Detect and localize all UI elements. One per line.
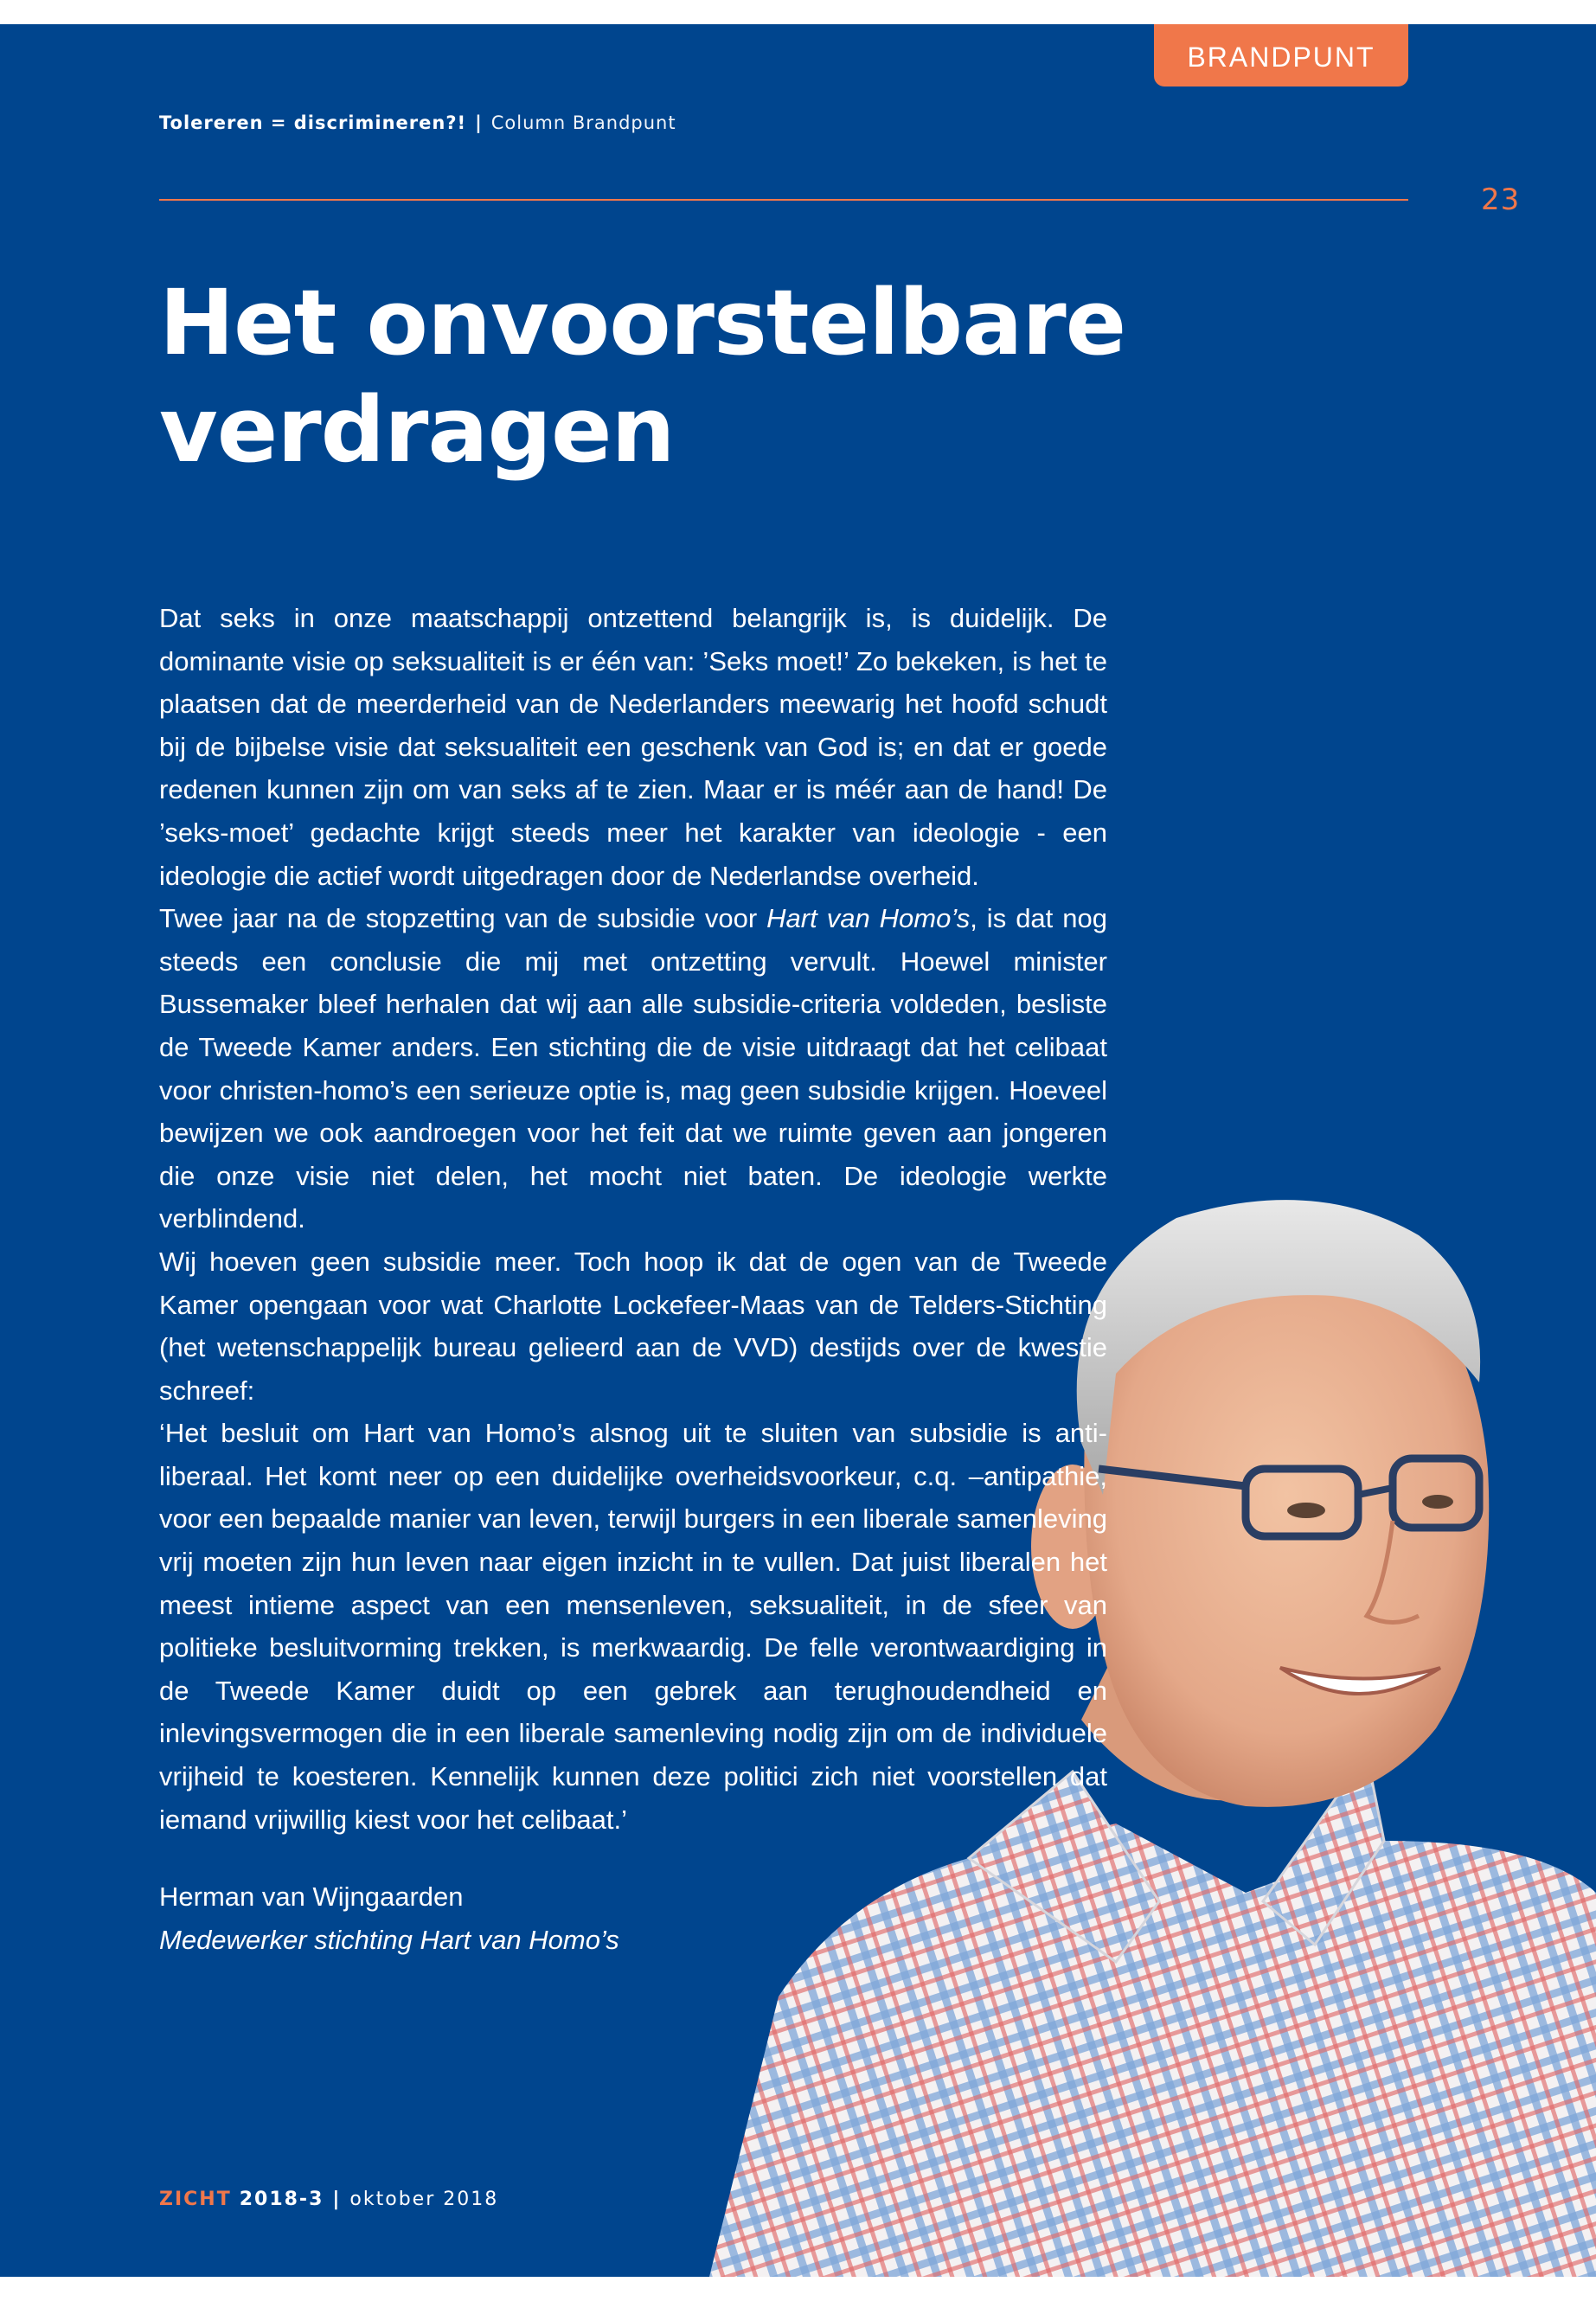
page-number: 23 — [1481, 183, 1521, 217]
headline-line-1: Het onvoorstelbare — [159, 270, 1126, 375]
magazine-name: ZICHT — [159, 2189, 232, 2210]
spacer — [159, 1841, 1107, 1875]
magazine-page — [0, 24, 1596, 2277]
paragraph-2-text-a: Twee jaar na de stopzetting van de subsidie voor — [159, 903, 767, 934]
running-head-separator: | — [475, 112, 483, 133]
author-role: Medewerker stichting Hart van Homo’s — [159, 1924, 619, 1955]
header-rule — [159, 199, 1408, 201]
organization-name: Hart van Homo’s — [766, 903, 971, 934]
author-name: Herman van Wijngaarden — [159, 1881, 464, 1913]
paragraph-1: Dat seks in onze maatschappij ontzettend belangrijk is, is duidelijk. De dominante visie op seksualiteit is er één van: ’Seks moet!’ Zo bekeken, is het te plaatsen dat de meerderheid van de Nederlanders meewarig het hoofd schudt bij de bijbelse visie dat seksualiteit een geschenk van God is; en dat er goede redenen kunnen zijn om van seks af te zien. Maar er is méér aan de hand! De ’seks-moet’ gedachte krijgt steeds meer het karakter van ideologie - een ideologie die actief wordt uitgedragen door de Nederlandse overheid. — [159, 603, 1107, 891]
article-headline — [159, 269, 1284, 484]
paragraph-2 — [159, 897, 1107, 1240]
issue-number: 2018-3 — [239, 2189, 324, 2210]
headline-line-2: verdragen — [159, 377, 675, 483]
paragraph-2-text-b: , is dat nog steeds een conclusie die mij met ontzetting vervult. Hoewel minister Bussemaker bleef herhalen dat wij aan alle subsidie-criteria voldeden, besliste de Tweede Kamer anders. Een stichting die de visie uitdraagt dat het celibaat voor christen-homo’s een serieuze optie is, mag geen subsidie krijgen. Hoeveel bewijzen we ook aandroegen voor het feit dat we ruimte geven aan jongeren die onze visie niet delen, het mocht niet baten. De ideologie werkte verblindend. — [159, 903, 1108, 1234]
section-tab: BRANDPUNT — [1154, 24, 1408, 87]
running-head — [159, 112, 676, 133]
article-body — [159, 597, 1107, 1961]
running-head-title: Tolereren = discrimineren?! — [159, 112, 467, 133]
footer-separator: | — [332, 2189, 342, 2210]
running-head-category: Column Brandpunt — [490, 112, 676, 133]
page-footer — [159, 2189, 498, 2210]
block-quote: ‘Het besluit om Hart van Homo’s alsnog uit te sluiten van subsidie is anti-liberaal. Het komt neer op een duidelijke overheidsvoorkeur, c.q. –antipathie, voor een bepaalde manier van leven, terwijl burgers in een liberale samenleving vrij moeten zijn hun leven naar eigen inzicht in te vullen. Dat juist liberalen het meest intieme aspect van een mensenleven, seksualiteit, in de sfeer van politieke besluitvorming trekken, is merkwaardig. De felle verontwaardiging in de Tweede Kamer duidt op een gebrek aan terughoudendheid en inlevingsvermogen die in een liberale samenleving nodig zijn om de individuele vrijheid te koesteren. Kennelijk kunnen deze politici zich niet voorstellen dat iemand vrijwillig kiest voor het celibaat.’ — [159, 1418, 1107, 1835]
issue-date: oktober 2018 — [349, 2189, 499, 2210]
paragraph-3: Wij hoeven geen subsidie meer. Toch hoop ik dat de ogen van de Tweede Kamer opengaan voor wat Charlotte Lockefeer-Maas van de Telders-Stichting (het wetenschappelijk bureau gelieerd aan de VVD) destijds over de kwestie schreef: — [159, 1246, 1107, 1406]
